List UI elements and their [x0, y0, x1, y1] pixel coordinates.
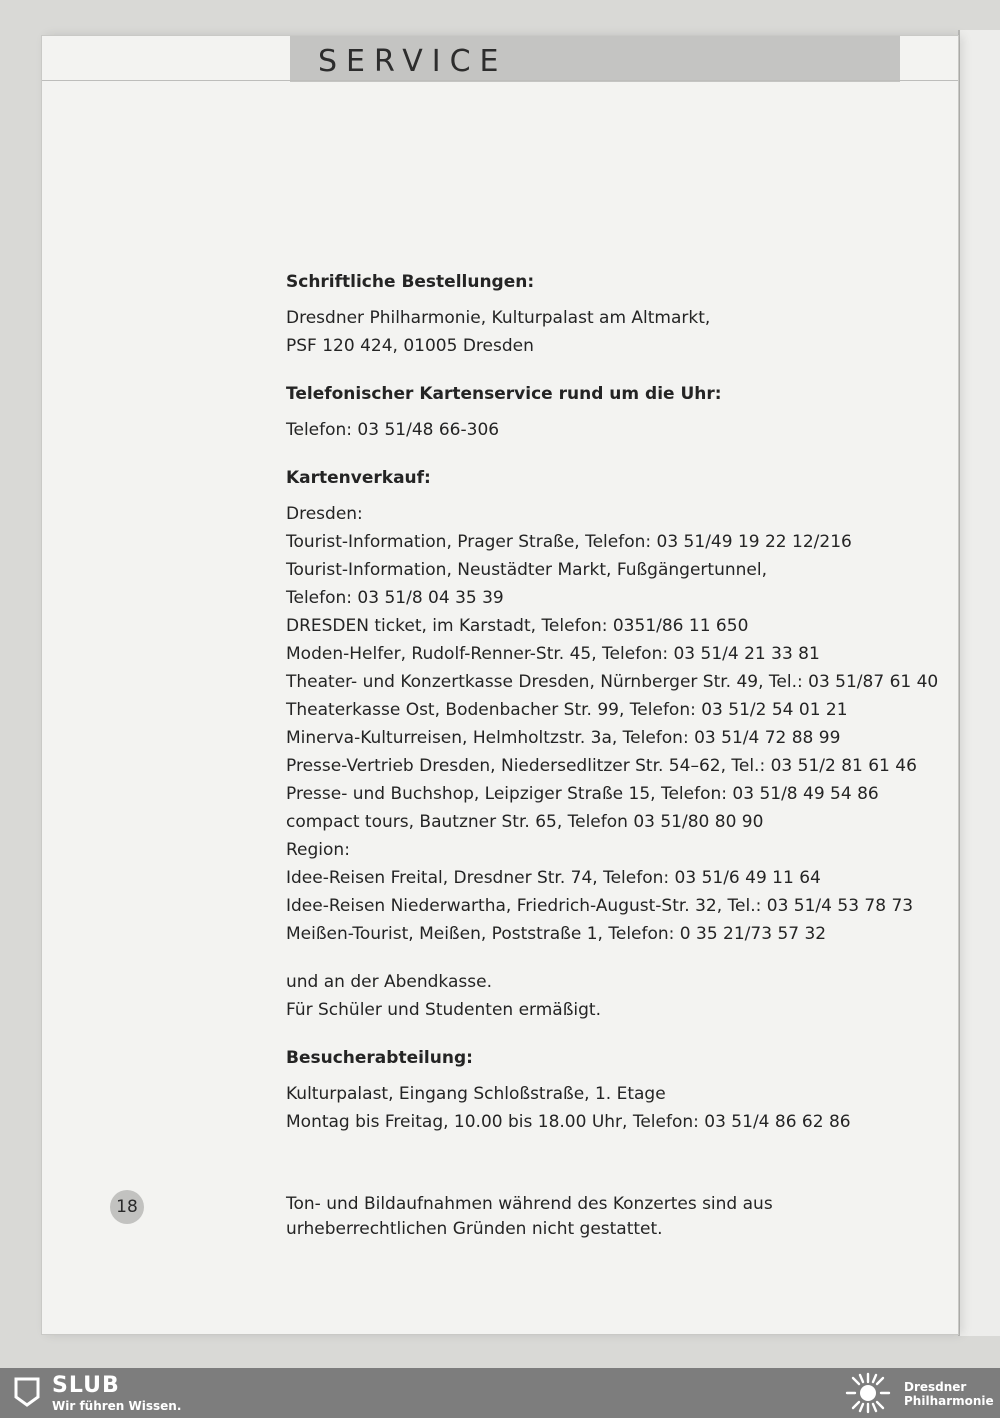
dresden-outlet: Tourist-Information, Neustädter Markt, Fußgängertunnel,: [286, 560, 767, 580]
dp-name-line2: Philharmonie: [904, 1394, 994, 1408]
region-label: Region:: [286, 840, 350, 860]
footer-bar: [0, 1368, 1000, 1418]
phone-service-heading: Telefonischer Kartenservice rund um die Uhr:: [286, 384, 722, 404]
dresden-label: Dresden:: [286, 504, 363, 524]
dresden-outlet: Presse-Vertrieb Dresden, Niedersedlitzer Str. 54–62, Tel.: 03 51/2 81 61 46: [286, 756, 917, 776]
visitor-dept-line: Kulturpalast, Eingang Schloßstraße, 1. Etage: [286, 1084, 666, 1104]
ticket-sales-heading: Kartenverkauf:: [286, 468, 431, 488]
dresden-outlet: Tourist-Information, Prager Straße, Telefon: 03 51/49 19 22 12/216: [286, 532, 852, 552]
dresden-outlet: Presse- und Buchshop, Leipziger Straße 15, Telefon: 03 51/8 49 54 86: [286, 784, 879, 804]
dresden-outlet: Minerva-Kulturreisen, Helmholtzstr. 3a, Telefon: 03 51/4 72 88 99: [286, 728, 841, 748]
adjacent-page-edge: [958, 30, 1000, 1336]
document-page: [42, 36, 958, 1334]
written-orders-line: Dresdner Philharmonie, Kulturpalast am Altmarkt,: [286, 308, 711, 328]
dresden-outlet: Moden-Helfer, Rudolf-Renner-Str. 45, Telefon: 03 51/4 21 33 81: [286, 644, 820, 664]
dp-name-line1: Dresdner: [904, 1380, 967, 1394]
service-content: [286, 268, 939, 1242]
visitor-dept-heading: Besucherabteilung:: [286, 1048, 473, 1068]
slub-name: SLUB: [52, 1373, 120, 1398]
region-outlet: Idee-Reisen Niederwartha, Friedrich-August-Str. 32, Tel.: 03 51/4 53 78 73: [286, 896, 914, 916]
dresden-outlet: Theaterkasse Ost, Bodenbacher Str. 99, Telefon: 03 51/2 54 01 21: [286, 700, 848, 720]
slub-logo-icon: [14, 1377, 40, 1407]
visitor-dept-line: Montag bis Freitag, 10.00 bis 18.00 Uhr, Telefon: 03 51/4 86 62 86: [286, 1112, 851, 1132]
dresden-outlet: Theater- und Konzertkasse Dresden, Nürnberger Str. 49, Tel.: 03 51/87 61 40: [286, 672, 939, 692]
dresden-outlet: Telefon: 03 51/8 04 35 39: [286, 588, 504, 608]
slub-tagline: Wir führen Wissen.: [52, 1399, 182, 1413]
dresdner-philharmonie-name: [904, 1380, 994, 1408]
page-number: 18: [110, 1190, 144, 1224]
written-orders-line: PSF 120 424, 01005 Dresden: [286, 336, 534, 356]
box-office-note: und an der Abendkasse.: [286, 972, 492, 992]
phone-service-line: Telefon: 03 51/48 66-306: [286, 420, 500, 440]
dresden-outlet: DRESDEN ticket, im Karstadt, Telefon: 0351/86 11 650: [286, 616, 749, 636]
recording-notice: Ton- und Bildaufnahmen während des Konzertes sind aus urheberrechtlichen Gründen nicht gestattet.: [286, 1194, 773, 1239]
dresdner-philharmonie-logo-icon: [842, 1370, 894, 1416]
page-title: SERVICE: [318, 44, 508, 79]
region-outlet: Meißen-Tourist, Meißen, Poststraße 1, Telefon: 0 35 21/73 57 32: [286, 924, 827, 944]
discount-note: Für Schüler und Studenten ermäßigt.: [286, 1000, 601, 1020]
written-orders-heading: Schriftliche Bestellungen:: [286, 272, 535, 292]
header-rule: [42, 80, 958, 81]
dresden-outlet: compact tours, Bautzner Str. 65, Telefon 03 51/80 80 90: [286, 812, 764, 832]
region-outlet: Idee-Reisen Freital, Dresdner Str. 74, Telefon: 03 51/6 49 11 64: [286, 868, 821, 888]
